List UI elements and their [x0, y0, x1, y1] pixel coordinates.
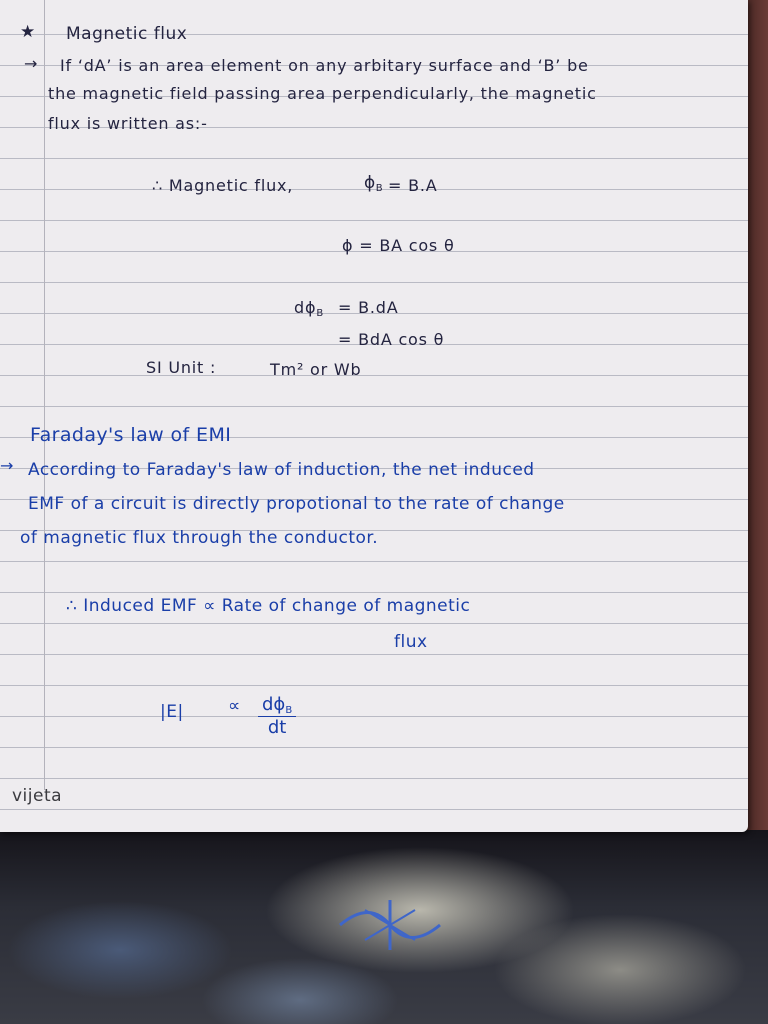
proportion-line-1: ∴ Induced EMF ∝ Rate of change of magnetic [66, 596, 471, 616]
fraction-denominator: dt [267, 717, 287, 738]
flux-derivative-fraction [258, 694, 296, 738]
flux-text-line-1: If ‘dA’ is an area element on any arbitary surface and ‘B’ be [60, 56, 589, 75]
eq2: ϕ = BA cos θ [342, 236, 455, 255]
eq1-rhs: = B.A [388, 176, 438, 195]
faraday-text-line-3: of magnetic flux through the conductor. [20, 528, 379, 548]
arrow-bullet-icon: → [24, 54, 39, 73]
eq1-phi: $\phi_B$ [364, 173, 384, 194]
star-bullet-icon: ★ [20, 22, 36, 42]
si-unit-label: SI Unit : [146, 358, 217, 377]
margin-line [44, 0, 45, 790]
si-unit-value: Tm² or Wb [270, 360, 362, 379]
fraction-numerator: $d\phi_B$ [258, 694, 296, 717]
eq3-lhs: $d\phi_B$ [294, 298, 324, 319]
heading-magnetic-flux: Magnetic flux [66, 24, 188, 44]
flux-text-line-2: the magnetic field passing area perpendicularly, the magnetic [48, 84, 597, 103]
proportional-symbol: ∝ [228, 696, 241, 716]
flux-text-line-3: flux is written as:- [48, 114, 208, 133]
abs-emf: |E| [160, 702, 184, 722]
fabric-pattern-icon [330, 895, 450, 955]
background-fabric [0, 830, 768, 1024]
eq1-prefix: ∴ Magnetic flux, [152, 176, 294, 195]
watermark-text: vijeta [12, 786, 63, 806]
faraday-text-line-1: According to Faraday's law of induction, the net induced [28, 460, 535, 480]
eq3-rhs: = B.dA [338, 298, 399, 317]
faraday-text-line-2: EMF of a circuit is directly propotional to the rate of change [28, 494, 565, 514]
eq4: = BdA cos θ [338, 330, 445, 349]
proportion-line-2: flux [394, 632, 428, 652]
heading-faradays-law: Faraday's law of EMI [30, 424, 232, 446]
arrow-bullet-2-icon: → [0, 456, 15, 475]
